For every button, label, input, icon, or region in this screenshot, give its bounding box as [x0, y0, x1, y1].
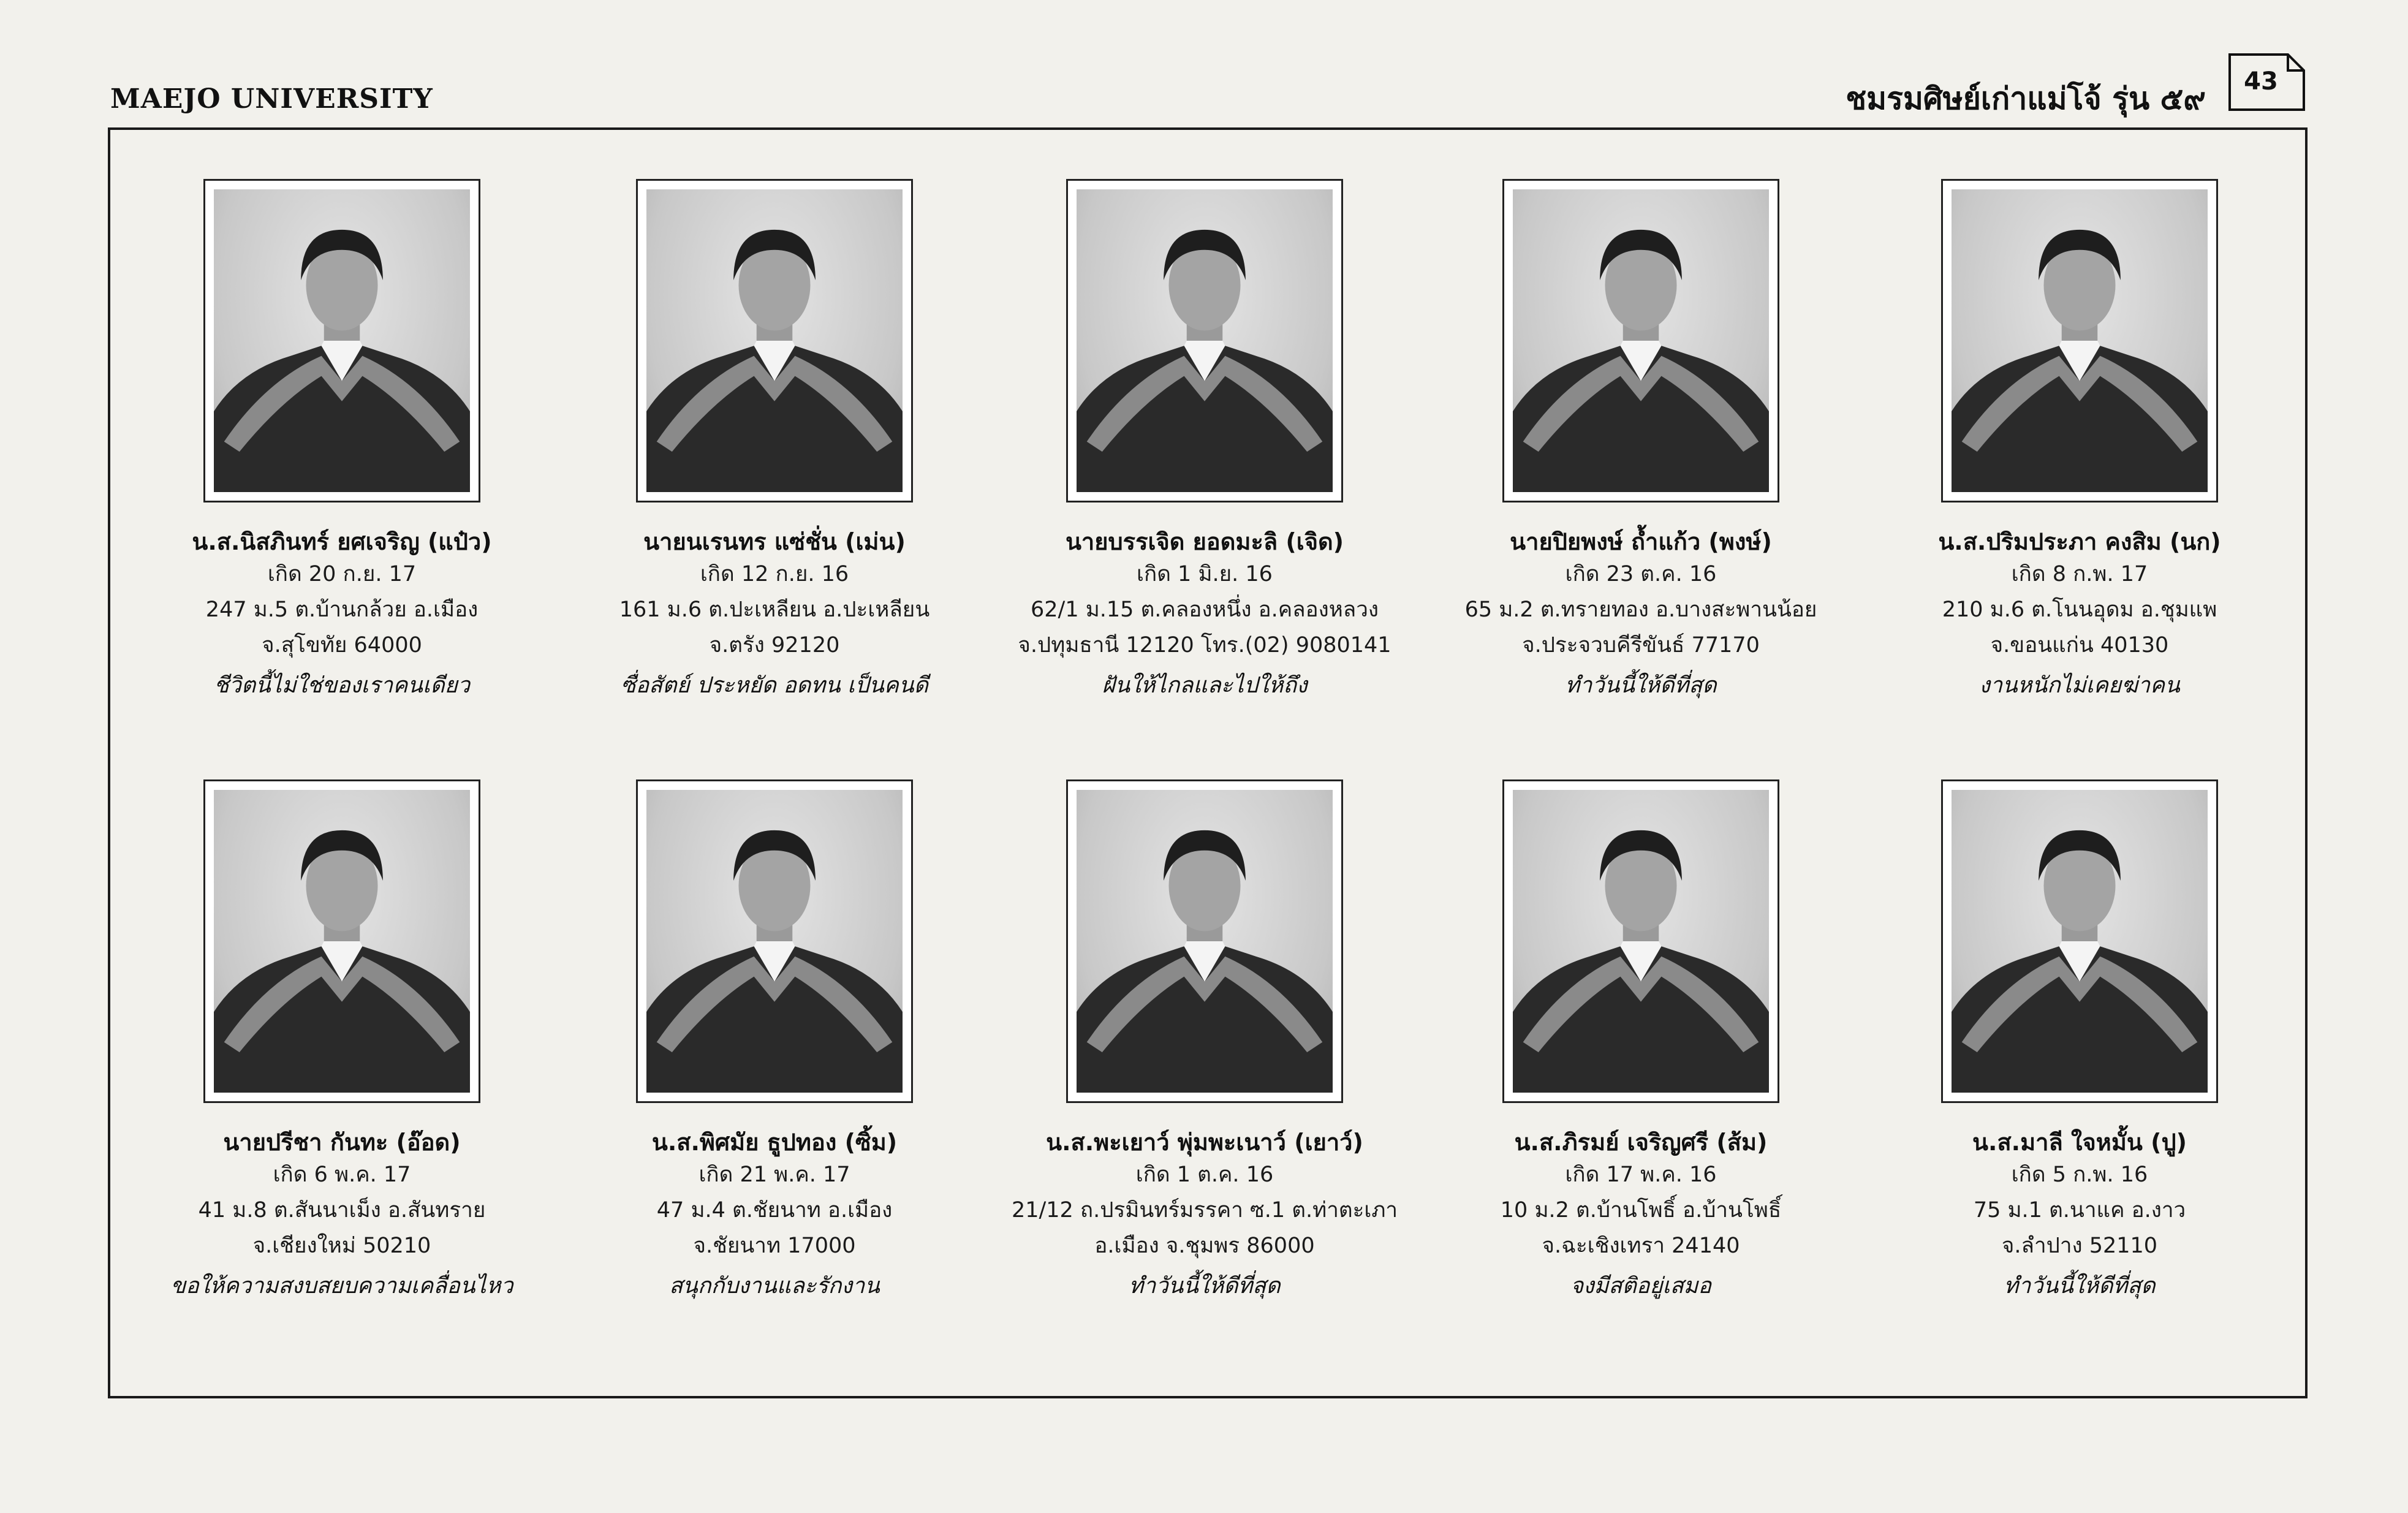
profile-address-line1: 41 ม.8 ต.สันนาเม็ง อ.สันทราย [198, 1198, 486, 1223]
page-number-tab [2228, 53, 2306, 112]
profile-card-9 [1429, 779, 1852, 1302]
profiles-frame [108, 127, 2308, 1398]
profile-address-line1: 65 ม.2 ต.ทรายทอง อ.บางสะพานน้อย [1464, 597, 1817, 622]
profile-card-1 [131, 179, 553, 701]
profile-address-line1: 62/1 ม.15 ต.คลองหนึ่ง อ.คลองหลวง [1031, 597, 1379, 622]
portrait-silhouette-icon [1513, 189, 1769, 492]
profile-card-2 [563, 179, 986, 701]
portrait-silhouette-icon [214, 790, 470, 1093]
profile-birth-date: เกิด 8 ก.พ. 17 [2011, 562, 2148, 586]
profile-address-line2: จ.ประจวบคีรีขันธ์ 77170 [1522, 633, 1760, 658]
portrait-silhouette-icon [646, 790, 903, 1093]
profile-name: น.ส.พิศมัย ธูปทอง (ซิ้ม) [651, 1129, 898, 1156]
profile-birth-date: เกิด 12 ก.ย. 16 [700, 562, 849, 586]
profile-card-8 [993, 779, 1416, 1302]
portrait-silhouette-icon [1952, 189, 2208, 492]
profile-birth-date: เกิด 23 ต.ค. 16 [1565, 562, 1717, 586]
portrait-photo [203, 779, 480, 1103]
profile-motto: ทำวันนี้ให้ดีที่สุด [1129, 1273, 1281, 1299]
portrait-silhouette-icon [646, 189, 903, 492]
profile-address-line1: 75 ม.1 ต.นาแค อ.งาว [1973, 1198, 2186, 1223]
profile-motto: ทำวันนี้ให้ดีที่สุด [1565, 673, 1717, 698]
portrait-photo [1502, 179, 1779, 502]
portrait-silhouette-icon [1077, 189, 1333, 492]
profile-address-line1: 47 ม.4 ต.ชัยนาท อ.เมือง [656, 1198, 893, 1223]
portrait-photo [1066, 179, 1343, 502]
profile-address-line1: 161 ม.6 ต.ปะเหลียน อ.ปะเหลียน [619, 597, 930, 622]
profile-birth-date: เกิด 17 พ.ค. 16 [1565, 1162, 1717, 1187]
portrait-silhouette-icon [1077, 790, 1333, 1093]
portrait-silhouette-icon [1952, 790, 2208, 1093]
profile-card-3 [993, 179, 1416, 701]
profile-card-6 [131, 779, 553, 1302]
profile-name: นายปรีชา กันทะ (อ๊อด) [223, 1129, 461, 1156]
profile-address-line2: จ.ลำปาง 52110 [2001, 1234, 2158, 1258]
profile-birth-date: เกิด 1 ต.ค. 16 [1135, 1162, 1274, 1187]
profile-card-5 [1868, 179, 2291, 701]
profile-name: น.ส.พะเยาว์ พุ่มพะเนาว์ (เยาว์) [1046, 1129, 1363, 1156]
profile-birth-date: เกิด 20 ก.ย. 17 [267, 562, 417, 586]
profile-name: น.ส.ภิรมย์ เจริญศรี (ส้ม) [1514, 1129, 1768, 1156]
profile-motto: ฝันให้ไกลและไปให้ถึง [1102, 673, 1308, 698]
page-number: 43 [2244, 67, 2278, 96]
profile-name: น.ส.มาลี ใจหมั้น (ปู) [1972, 1129, 2187, 1156]
profile-address-line2: จ.ฉะเชิงเทรา 24140 [1542, 1234, 1740, 1258]
profile-card-10 [1868, 779, 2291, 1302]
profile-address-line2: อ.เมือง จ.ชุมพร 86000 [1094, 1234, 1315, 1258]
profile-address-line1: 21/12 ถ.ปรมินทร์มรรคา ซ.1 ต.ท่าตะเภา [1011, 1198, 1398, 1223]
profile-card-4 [1429, 179, 1852, 701]
portrait-photo [636, 779, 913, 1103]
portrait-photo [1066, 779, 1343, 1103]
profile-name: นายนเรนทร แซ่ชั่น (เม่น) [643, 528, 906, 555]
profile-motto: ชีวิตนี้ไม่ใช่ของเราคนเดียว [214, 673, 470, 698]
profile-motto: สนุกกับงานและรักงาน [669, 1273, 880, 1299]
profile-name: นายปิยพงษ์ ถ้ำแก้ว (พงษ์) [1510, 528, 1772, 555]
club-header: ชมรมศิษย์เก่าแม่โจ้ รุ่น ๕๙ [1846, 81, 2206, 116]
portrait-photo [203, 179, 480, 502]
profile-motto: ขอให้ความสงบสยบความเคลื่อนไหว [170, 1273, 513, 1299]
profile-birth-date: เกิด 6 พ.ค. 17 [273, 1162, 411, 1187]
portrait-photo [1941, 779, 2218, 1103]
portrait-photo [636, 179, 913, 502]
profile-address-line1: 247 ม.5 ต.บ้านกล้วย อ.เมือง [205, 597, 479, 622]
profile-motto: ทำวันนี้ให้ดีที่สุด [2004, 1273, 2156, 1299]
profile-name: นายบรรเจิด ยอดมะลิ (เจิด) [1065, 528, 1344, 555]
portrait-silhouette-icon [214, 189, 470, 492]
profile-address-line2: จ.ปทุมธานี 12120 โทร.(02) 9080141 [1018, 633, 1391, 658]
profile-address-line1: 10 ม.2 ต.บ้านโพธิ์ อ.บ้านโพธิ์ [1500, 1198, 1782, 1223]
profile-card-7 [563, 779, 986, 1302]
portrait-photo [1502, 779, 1779, 1103]
profile-birth-date: เกิด 21 พ.ค. 17 [699, 1162, 850, 1187]
profile-address-line2: จ.เชียงใหม่ 50210 [252, 1234, 431, 1258]
profile-address-line2: จ.ชัยนาท 17000 [693, 1234, 856, 1258]
profile-birth-date: เกิด 1 มิ.ย. 16 [1137, 562, 1273, 586]
profile-birth-date: เกิด 5 ก.พ. 16 [2011, 1162, 2148, 1187]
profile-name: น.ส.นิสภินทร์ ยศเจริญ (แป๋ว) [192, 528, 492, 555]
profile-address-line2: จ.สุโขทัย 64000 [262, 633, 422, 658]
profiles-grid [110, 130, 2305, 1396]
profile-motto: จงมีสติอยู่เสมอ [1570, 1273, 1712, 1299]
university-header: MAEJO UNIVERSITY [110, 83, 433, 115]
portrait-silhouette-icon [1513, 790, 1769, 1093]
profile-motto: งานหนักไม่เคยฆ่าคน [1979, 673, 2180, 698]
profile-address-line2: จ.ตรัง 92120 [709, 633, 840, 658]
profile-name: น.ส.ปริมประภา คงสิม (นก) [1938, 528, 2221, 555]
profile-address-line1: 210 ม.6 ต.โนนอุดม อ.ชุมแพ [1942, 597, 2217, 622]
profile-address-line2: จ.ขอนแก่น 40130 [1990, 633, 2169, 658]
profile-motto: ซื่อสัตย์ ประหยัด อดทน เป็นคนดี [621, 673, 928, 698]
portrait-photo [1941, 179, 2218, 502]
